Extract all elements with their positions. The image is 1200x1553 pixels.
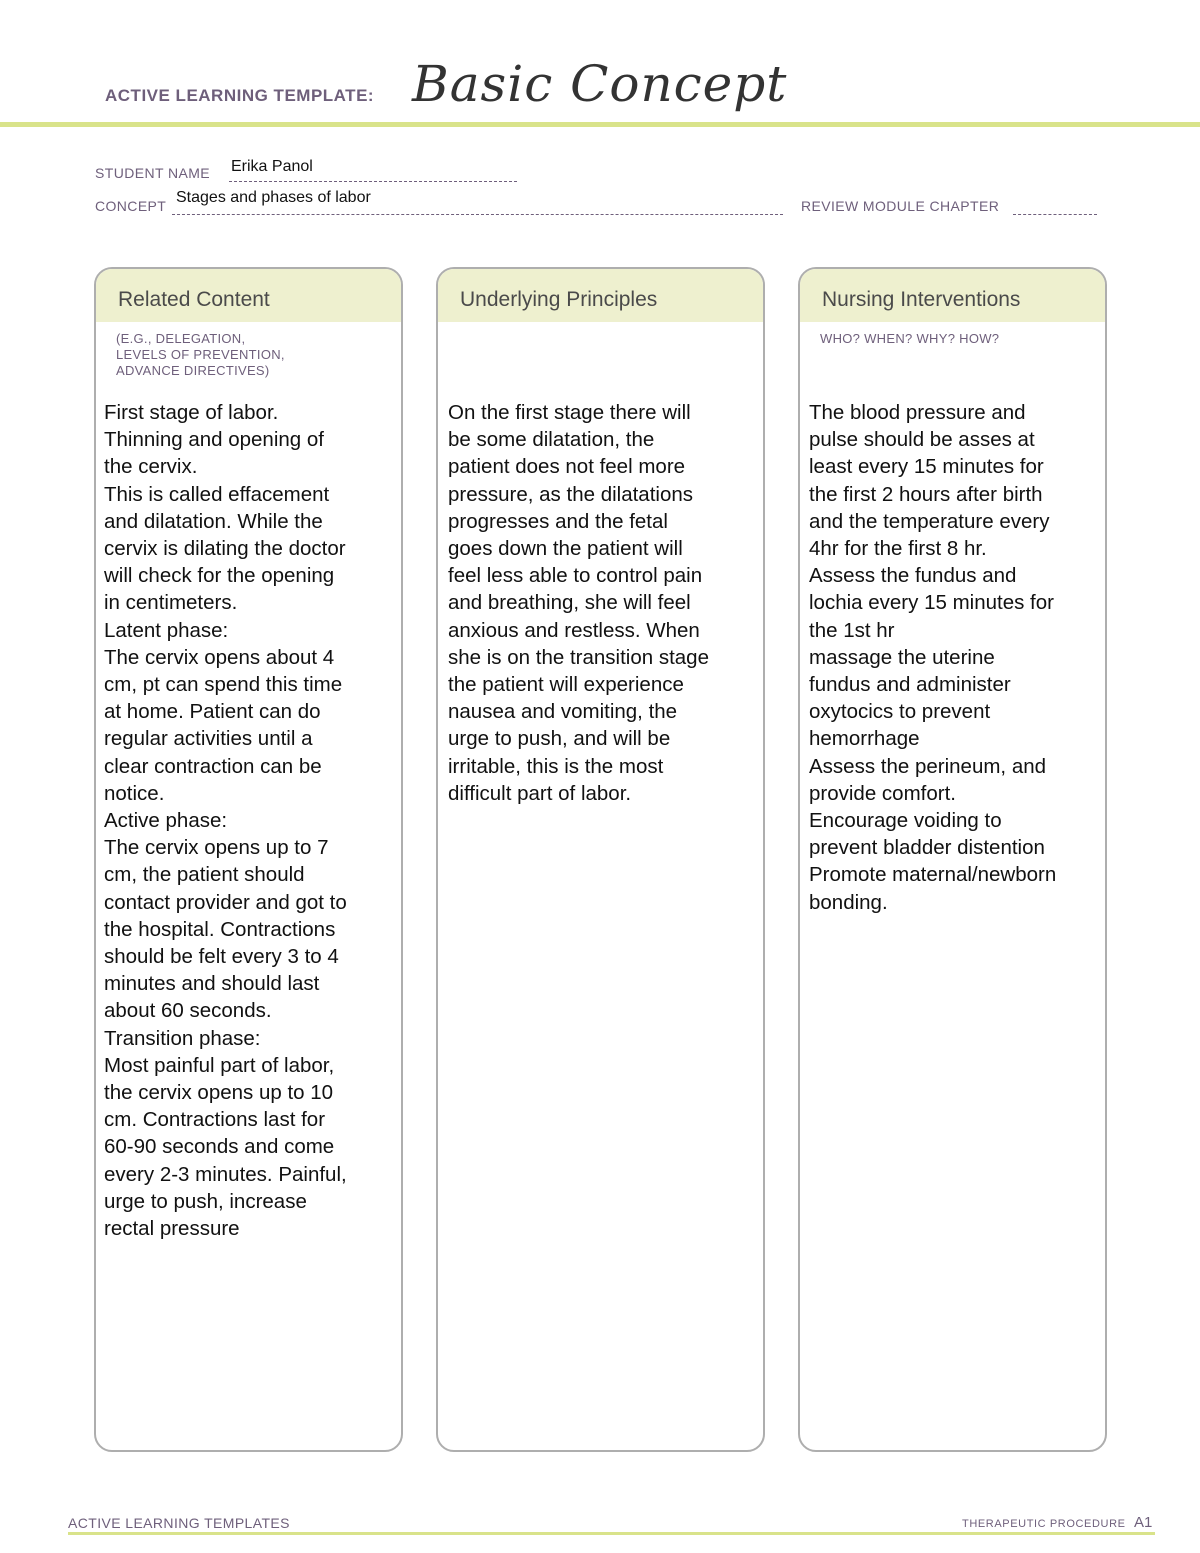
related-content-panel <box>94 267 403 1452</box>
underlying-principles-header <box>438 269 763 322</box>
footer-divider <box>68 1532 1155 1535</box>
page-title: Basic Concept <box>412 55 788 113</box>
footer-right-label: THERAPEUTIC PROCEDURE <box>962 1518 1126 1530</box>
underlying-principles-panel <box>436 267 765 1452</box>
student-name-label: STUDENT NAME <box>95 165 210 181</box>
nursing-interventions-panel <box>798 267 1107 1452</box>
nursing-interventions-subtitle: WHO? WHEN? WHY? HOW? <box>820 331 1000 346</box>
underlying-principles-title: Underlying Principles <box>460 288 658 311</box>
nursing-interventions-header <box>800 269 1105 322</box>
footer-left-label: ACTIVE LEARNING TEMPLATES <box>68 1515 290 1531</box>
related-content-title: Related Content <box>118 288 270 311</box>
student-name-line <box>229 181 517 182</box>
page-number: A1 <box>1134 1514 1153 1531</box>
related-content-subtitle: (E.G., DELEGATION, LEVELS OF PREVENTION, ADVANCE DIRECTIVES) <box>116 331 285 378</box>
related-content-body[interactable]: First stage of labor. Thinning and opening of the cervix. This is called effacement and dilatation. While the cervix is dilating the doctor will check for the opening in centimeters. Latent phase: The cervix opens about 4 cm, pt can spend this time at home. Patient can do regular activities until a clear contraction can be notice. Active phase: The cervix opens up to 7 cm, the patient should contact provider and got to the hospital. Contractions should be felt every 3 to 4 minutes and should last about 60 seconds. Transition phase: Most painful part of labor, the cervix opens up to 10 cm. Contractions last for 60-90 seconds and come every 2-3 minutes. Painful, urge to push, increase rectal pressure <box>104 401 347 1241</box>
concept-label: CONCEPT <box>95 198 167 214</box>
related-content-header <box>96 269 401 322</box>
review-module-label: REVIEW MODULE CHAPTER <box>801 198 1000 214</box>
nursing-interventions-body[interactable]: The blood pressure and pulse should be asses at least every 15 minutes for the first 2 hours after birth and the temperature every 4hr for the first 8 hr. Assess the fundus and lochia every 15 minutes for the 1st hr massage the uterine fundus and administer oxytocics to prevent hemorrhage Assess the perineum, and provide comfort. Encourage voiding to prevent bladder distention Promote maternal/newborn bonding. <box>809 401 1057 914</box>
nursing-interventions-title: Nursing Interventions <box>822 288 1021 311</box>
concept-value[interactable]: Stages and phases of labor <box>176 189 371 206</box>
review-module-line <box>1013 214 1097 215</box>
underlying-principles-body[interactable]: On the first stage there will be some dilatation, the patient does not feel more pressure, as the dilatations progresses and the fetal goes down the patient will feel less able to control pain and breathing, she will feel anxious and restless. When she is on the transition stage the patient will experience nausea and vomiting, the urge to push, and will be irritable, this is the most difficult part of labor. <box>448 401 709 805</box>
template-label: ACTIVE LEARNING TEMPLATE: <box>105 86 375 105</box>
concept-line <box>172 214 783 215</box>
student-name-value[interactable]: Erika Panol <box>231 158 313 175</box>
header-divider <box>0 122 1200 127</box>
